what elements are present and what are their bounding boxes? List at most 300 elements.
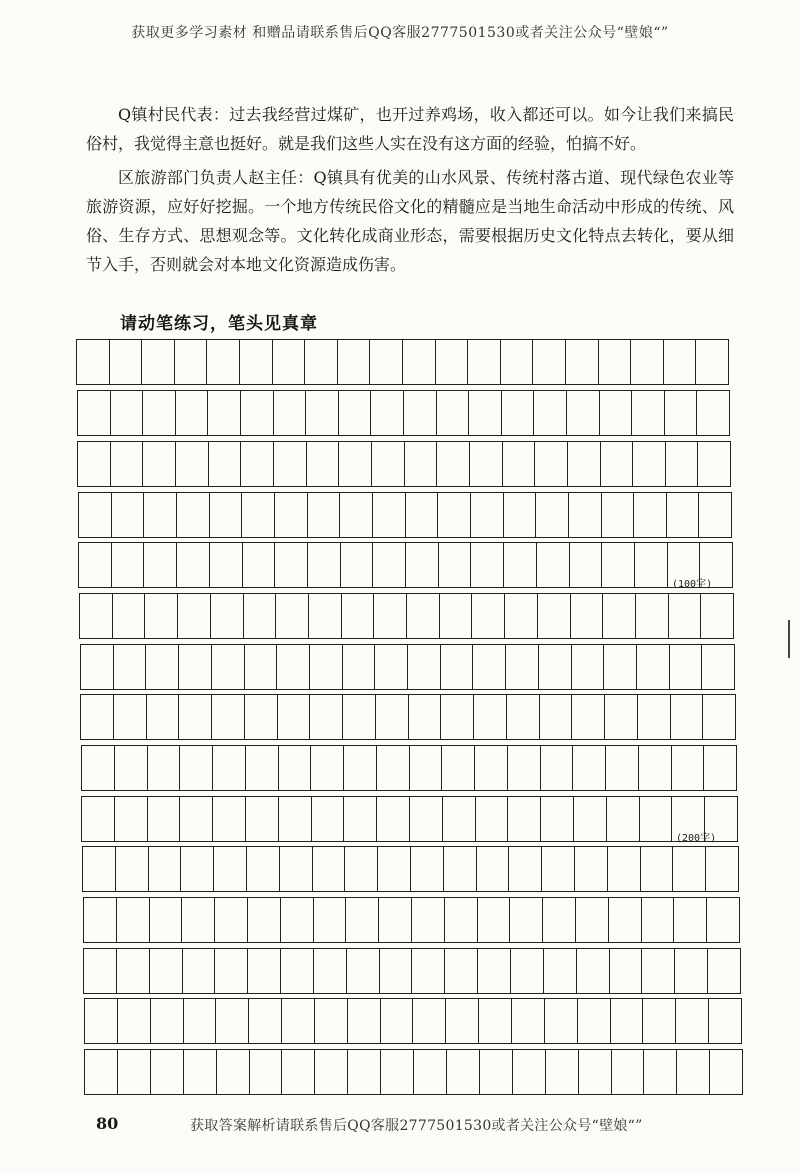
grid-cell[interactable]: [611, 999, 644, 1043]
grid-cell[interactable]: [143, 391, 176, 435]
grid-cell[interactable]: [306, 391, 339, 435]
grid-cell[interactable]: [411, 847, 444, 891]
grid-cell[interactable]: [479, 999, 512, 1043]
grid-cell[interactable]: [276, 594, 309, 638]
grid-cell[interactable]: [544, 949, 577, 993]
grid-cell[interactable]: [442, 746, 475, 790]
grid-cell[interactable]: [308, 493, 341, 537]
grid-cell[interactable]: [82, 797, 115, 841]
grid-cell[interactable]: [599, 340, 632, 384]
grid-cell[interactable]: [410, 797, 443, 841]
grid-cell[interactable]: [637, 645, 670, 689]
grid-cell[interactable]: [409, 695, 442, 739]
grid-cell[interactable]: [79, 493, 112, 537]
grid-cell[interactable]: [344, 746, 377, 790]
grid-cell[interactable]: [180, 746, 213, 790]
grid-cell[interactable]: [602, 543, 635, 587]
grid-cell[interactable]: [643, 999, 676, 1043]
grid-cell[interactable]: [478, 898, 511, 942]
grid-cell[interactable]: [381, 999, 414, 1043]
grid-cell[interactable]: [118, 999, 151, 1043]
grid-cell[interactable]: [573, 746, 606, 790]
grid-cell[interactable]: [338, 340, 371, 384]
grid-cell[interactable]: [142, 340, 175, 384]
grid-cell[interactable]: [670, 645, 703, 689]
grid-cell[interactable]: [533, 340, 566, 384]
grid-cell[interactable]: [80, 594, 113, 638]
grid-cell[interactable]: [569, 493, 602, 537]
grid-cell[interactable]: [699, 493, 731, 537]
grid-cell[interactable]: [534, 391, 567, 435]
grid-cell[interactable]: [148, 746, 181, 790]
grid-cell[interactable]: [343, 695, 376, 739]
grid-cell[interactable]: [707, 898, 739, 942]
grid-cell[interactable]: [607, 797, 640, 841]
grid-cell[interactable]: [576, 898, 609, 942]
grid-cell[interactable]: [145, 594, 178, 638]
grid-cell[interactable]: [677, 1050, 710, 1094]
grid-cell[interactable]: [535, 442, 568, 486]
grid-cell[interactable]: [116, 847, 149, 891]
grid-cell[interactable]: [341, 543, 374, 587]
grid-cell[interactable]: [475, 746, 508, 790]
grid-cell[interactable]: [510, 898, 543, 942]
grid-cell[interactable]: [612, 1050, 645, 1094]
grid-cell[interactable]: [111, 391, 144, 435]
grid-cell[interactable]: [566, 340, 599, 384]
grid-cell[interactable]: [342, 594, 375, 638]
grid-cell[interactable]: [709, 999, 741, 1043]
grid-cell[interactable]: [181, 847, 214, 891]
grid-cell[interactable]: [437, 391, 470, 435]
grid-cell[interactable]: [243, 543, 276, 587]
grid-cell[interactable]: [507, 695, 540, 739]
grid-cell[interactable]: [241, 442, 274, 486]
grid-cell[interactable]: [143, 442, 176, 486]
grid-cell[interactable]: [339, 391, 372, 435]
grid-cell[interactable]: [176, 391, 209, 435]
grid-cell[interactable]: [504, 493, 537, 537]
grid-cell[interactable]: [113, 594, 146, 638]
grid-cell[interactable]: [664, 340, 697, 384]
grid-cell[interactable]: [180, 797, 213, 841]
grid-cell[interactable]: [600, 391, 633, 435]
grid-cell[interactable]: [545, 999, 578, 1043]
grid-cell[interactable]: [546, 1050, 579, 1094]
grid-cell[interactable]: [209, 442, 242, 486]
grid-cell[interactable]: [275, 543, 308, 587]
grid-cell[interactable]: [314, 898, 347, 942]
grid-row: [83, 897, 740, 943]
grid-cell[interactable]: [381, 1050, 414, 1094]
grid-cell[interactable]: [344, 797, 377, 841]
grid-cell[interactable]: [671, 695, 704, 739]
grid-cell[interactable]: [477, 847, 510, 891]
grid-cell[interactable]: [215, 949, 248, 993]
grid-cell[interactable]: [572, 695, 605, 739]
grid-cell[interactable]: [309, 594, 342, 638]
grid-cell[interactable]: [81, 695, 114, 739]
grid-cell[interactable]: [540, 695, 573, 739]
grid-cell[interactable]: [414, 1050, 447, 1094]
grid-cell[interactable]: [403, 340, 436, 384]
grid-cell[interactable]: [538, 594, 571, 638]
grid-cell[interactable]: [348, 999, 381, 1043]
grid-cell[interactable]: [378, 847, 411, 891]
grid-cell[interactable]: [508, 797, 541, 841]
grid-cell[interactable]: [246, 746, 279, 790]
grid-cell[interactable]: [644, 1050, 677, 1094]
grid-cell[interactable]: [443, 797, 476, 841]
grid-cell[interactable]: [505, 594, 538, 638]
grid-cell[interactable]: [118, 1050, 151, 1094]
grid-cell[interactable]: [571, 594, 604, 638]
grid-cell[interactable]: [708, 949, 740, 993]
grid-cell[interactable]: [640, 797, 673, 841]
grid-cell[interactable]: [438, 493, 471, 537]
grid-cell[interactable]: [633, 442, 666, 486]
grid-cell[interactable]: [374, 594, 407, 638]
grid-cell[interactable]: [310, 695, 343, 739]
grid-cell[interactable]: [574, 797, 607, 841]
grid-cell[interactable]: [704, 746, 736, 790]
grid-cell[interactable]: [315, 1050, 348, 1094]
grid-cell[interactable]: [373, 493, 406, 537]
grid-cell[interactable]: [472, 594, 505, 638]
grid-cell[interactable]: [182, 898, 215, 942]
grid-cell[interactable]: [310, 645, 343, 689]
grid-cell[interactable]: [213, 746, 246, 790]
grid-cell[interactable]: [511, 949, 544, 993]
grid-cell[interactable]: [248, 949, 281, 993]
grid-cell[interactable]: [282, 1050, 315, 1094]
grid-cell[interactable]: [696, 340, 728, 384]
grid-cell[interactable]: [412, 949, 445, 993]
grid-cell[interactable]: [216, 999, 249, 1043]
grid-cell[interactable]: [501, 340, 534, 384]
grid-cell[interactable]: [151, 1050, 184, 1094]
grid-cell[interactable]: [372, 442, 405, 486]
grid-cell[interactable]: [279, 746, 312, 790]
grid-cell[interactable]: [313, 847, 346, 891]
grid-cell[interactable]: [441, 695, 474, 739]
grid-cell[interactable]: [377, 797, 410, 841]
practice-prompt: 请动笔练习，笔头见真章: [120, 314, 318, 334]
grid-cell[interactable]: [575, 847, 608, 891]
grid-cell[interactable]: [79, 543, 112, 587]
grid-cell[interactable]: [609, 898, 642, 942]
grid-cell[interactable]: [217, 1050, 250, 1094]
grid-cell[interactable]: [245, 645, 278, 689]
grid-cell[interactable]: [541, 797, 574, 841]
grid-cell[interactable]: [404, 391, 437, 435]
grid-cell[interactable]: [247, 847, 280, 891]
grid-cell[interactable]: [445, 898, 478, 942]
grid-cell[interactable]: [149, 847, 182, 891]
grid-cell[interactable]: [275, 493, 308, 537]
grid-cell[interactable]: [308, 543, 341, 587]
grid-cell[interactable]: [242, 493, 275, 537]
grid-cell[interactable]: [274, 442, 307, 486]
grid-cell[interactable]: [666, 442, 699, 486]
grid-cell[interactable]: [412, 898, 445, 942]
grid-cell[interactable]: [347, 949, 380, 993]
grid-cell[interactable]: [473, 645, 506, 689]
grid-cell[interactable]: [315, 999, 348, 1043]
grid-cell[interactable]: [244, 594, 277, 638]
grid-cell[interactable]: [406, 543, 439, 587]
grid-cell[interactable]: [144, 493, 177, 537]
grid-cell[interactable]: [282, 999, 315, 1043]
grid-cell[interactable]: [639, 746, 672, 790]
grid-cell[interactable]: [250, 1050, 283, 1094]
grid-cell[interactable]: [603, 594, 636, 638]
grid-cell[interactable]: [606, 746, 639, 790]
grid-cell[interactable]: [278, 695, 311, 739]
grid-cell[interactable]: [408, 645, 441, 689]
grid-cell[interactable]: [183, 949, 216, 993]
grid-cell[interactable]: [184, 999, 217, 1043]
grid-cell[interactable]: [175, 340, 208, 384]
grid-cell[interactable]: [601, 442, 634, 486]
grid-cell[interactable]: [512, 999, 545, 1043]
grid-cell[interactable]: [579, 1050, 612, 1094]
grid-cell[interactable]: [631, 340, 664, 384]
grid-cell[interactable]: [114, 695, 147, 739]
grid-cell[interactable]: [676, 999, 709, 1043]
grid-cell[interactable]: [273, 340, 306, 384]
grid-cell[interactable]: [240, 340, 273, 384]
grid-cell[interactable]: [246, 797, 279, 841]
grid-cell[interactable]: [539, 645, 572, 689]
grid-cell[interactable]: [111, 442, 144, 486]
grid-cell[interactable]: [568, 442, 601, 486]
grid-cell[interactable]: [480, 1050, 513, 1094]
grid-cell[interactable]: [706, 847, 738, 891]
grid-cell[interactable]: [179, 695, 212, 739]
grid-cell[interactable]: [570, 543, 603, 587]
grid-cell[interactable]: [410, 746, 443, 790]
grid-cell[interactable]: [147, 695, 180, 739]
grid-cell[interactable]: [642, 949, 675, 993]
grid-cell[interactable]: [672, 746, 705, 790]
grid-cell[interactable]: [470, 442, 503, 486]
grid-cell[interactable]: [702, 645, 734, 689]
grid-cell[interactable]: [513, 1050, 546, 1094]
grid-cell[interactable]: [405, 442, 438, 486]
grid-cell[interactable]: [635, 543, 668, 587]
grid-cell[interactable]: [375, 645, 408, 689]
grid-cell[interactable]: [503, 442, 536, 486]
grid-cell[interactable]: [698, 442, 730, 486]
grid-cell[interactable]: [312, 797, 345, 841]
grid-cell[interactable]: [210, 543, 243, 587]
grid-cell[interactable]: [701, 594, 733, 638]
grid-cell[interactable]: [675, 949, 708, 993]
grid-cell[interactable]: [245, 695, 278, 739]
grid-cell[interactable]: [112, 493, 145, 537]
grid-cell[interactable]: [578, 999, 611, 1043]
grid-cell[interactable]: [112, 543, 145, 587]
grid-cell[interactable]: [211, 594, 244, 638]
grid-cell[interactable]: [207, 340, 240, 384]
grid-cell[interactable]: [178, 594, 211, 638]
grid-cell[interactable]: [348, 1050, 381, 1094]
grid-cell[interactable]: [710, 1050, 742, 1094]
grid-cell[interactable]: [380, 949, 413, 993]
grid-cell[interactable]: [81, 645, 114, 689]
grid-cell[interactable]: [281, 898, 314, 942]
grid-cell[interactable]: [376, 695, 409, 739]
grid-cell[interactable]: [373, 543, 406, 587]
grid-cell[interactable]: [82, 746, 115, 790]
grid-cell[interactable]: [371, 391, 404, 435]
grid-cell[interactable]: [669, 594, 702, 638]
grid-cell[interactable]: [249, 999, 282, 1043]
grid-cell[interactable]: [610, 949, 643, 993]
grid-cell[interactable]: [177, 493, 210, 537]
grid-cell[interactable]: [370, 340, 403, 384]
grid-cell[interactable]: [248, 898, 281, 942]
grid-cell[interactable]: [114, 645, 147, 689]
grid-cell[interactable]: [541, 746, 574, 790]
grid-cell[interactable]: [502, 391, 535, 435]
grid-cell[interactable]: [476, 797, 509, 841]
grid-row: [84, 1049, 743, 1095]
grid-cell[interactable]: [440, 594, 473, 638]
grid-cell[interactable]: [208, 391, 241, 435]
grid-cell[interactable]: [543, 898, 576, 942]
grid-cell[interactable]: [210, 493, 243, 537]
grid-cell[interactable]: [83, 847, 116, 891]
grid-cell[interactable]: [307, 442, 340, 486]
grid-cell[interactable]: [471, 493, 504, 537]
grid-cell[interactable]: [444, 847, 477, 891]
paragraph-director: 区旅游部门负责人赵主任：Q镇具有优美的山水风景、传统村落古道、现代绿色农业等旅游资源，应好好挖掘。一个地方传统民俗文化的精髓应是当地生命活动中形成的传统、风俗、生存方式、思想观念等。文化转化成商业形态，需要根据历史文化特点去转化，要从细节入手，否则就会对本地文化资源造成伤害。: [86, 168, 734, 274]
grid-cell[interactable]: [148, 797, 181, 841]
grid-cell[interactable]: [117, 898, 150, 942]
grid-cell[interactable]: [447, 1050, 480, 1094]
grid-cell[interactable]: [179, 645, 212, 689]
grid-cell[interactable]: [674, 898, 707, 942]
grid-cell[interactable]: [279, 797, 312, 841]
grid-cell[interactable]: [274, 391, 307, 435]
grid-cell[interactable]: [567, 391, 600, 435]
grid-cell[interactable]: [445, 949, 478, 993]
grid-cell[interactable]: [577, 949, 610, 993]
grid-cell[interactable]: [150, 949, 183, 993]
grid-cell[interactable]: [215, 898, 248, 942]
grid-cell[interactable]: [504, 543, 537, 587]
grid-cell[interactable]: [605, 695, 638, 739]
grid-cell[interactable]: [469, 391, 502, 435]
grid-cell[interactable]: [85, 1050, 118, 1094]
grid-cell[interactable]: [311, 746, 344, 790]
grid-cell[interactable]: [439, 543, 472, 587]
grid-cell[interactable]: [345, 847, 378, 891]
grid-cell[interactable]: [212, 645, 245, 689]
grid-cell[interactable]: [572, 645, 605, 689]
grid-cell[interactable]: [346, 898, 379, 942]
grid-cell[interactable]: [84, 949, 117, 993]
grid-cell[interactable]: [436, 340, 469, 384]
grid-cell[interactable]: [634, 493, 667, 537]
grid-cell[interactable]: [536, 493, 569, 537]
grid-cell[interactable]: [471, 543, 504, 587]
grid-cell[interactable]: [115, 746, 148, 790]
grid-cell[interactable]: [509, 847, 542, 891]
grid-cell[interactable]: [542, 847, 575, 891]
grid-cell[interactable]: [110, 340, 143, 384]
grid-cell[interactable]: [506, 645, 539, 689]
grid-cell[interactable]: [608, 847, 641, 891]
grid-cell[interactable]: [176, 442, 209, 486]
grid-cell[interactable]: [413, 999, 446, 1043]
grid-cell[interactable]: [641, 847, 674, 891]
grid-cell[interactable]: [77, 340, 110, 384]
grid-cell[interactable]: [280, 847, 313, 891]
grid-cell[interactable]: [339, 442, 372, 486]
grid-cell[interactable]: [85, 999, 118, 1043]
grid-cell[interactable]: [673, 847, 706, 891]
grid-cell[interactable]: [151, 999, 184, 1043]
grid-cell[interactable]: [468, 340, 501, 384]
grid-cell[interactable]: [379, 898, 412, 942]
grid-cell[interactable]: [184, 1050, 217, 1094]
grid-cell[interactable]: [602, 493, 635, 537]
grid-cell[interactable]: [703, 695, 735, 739]
grid-cell[interactable]: [117, 949, 150, 993]
grid-cell[interactable]: [478, 949, 511, 993]
grid-cell[interactable]: [604, 645, 637, 689]
grid-cell[interactable]: [508, 746, 541, 790]
grid-cell[interactable]: [314, 949, 347, 993]
grid-cell[interactable]: [277, 645, 310, 689]
grid-cell[interactable]: [212, 695, 245, 739]
grid-cell[interactable]: [377, 746, 410, 790]
grid-cell[interactable]: [406, 493, 439, 537]
grid-cell[interactable]: [441, 645, 474, 689]
grid-cell[interactable]: [642, 898, 675, 942]
grid-cell[interactable]: [665, 391, 698, 435]
grid-cell[interactable]: [407, 594, 440, 638]
grid-cell[interactable]: [340, 493, 373, 537]
grid-cell[interactable]: [667, 493, 700, 537]
grid-cell[interactable]: [437, 442, 470, 486]
grid-cell[interactable]: [305, 340, 338, 384]
grid-cell[interactable]: [84, 898, 117, 942]
grid-cell[interactable]: [241, 391, 274, 435]
grid-cell[interactable]: [177, 543, 210, 587]
grid-cell[interactable]: [150, 898, 183, 942]
grid-cell[interactable]: [632, 391, 665, 435]
grid-cell[interactable]: [474, 695, 507, 739]
grid-cell[interactable]: [78, 391, 111, 435]
grid-cell[interactable]: [281, 949, 314, 993]
grid-cell[interactable]: [146, 645, 179, 689]
grid-cell[interactable]: [638, 695, 671, 739]
grid-cell[interactable]: [214, 847, 247, 891]
grid-cell[interactable]: [446, 999, 479, 1043]
grid-cell[interactable]: [343, 645, 376, 689]
grid-cell[interactable]: [537, 543, 570, 587]
grid-cell[interactable]: [144, 543, 177, 587]
grid-cell[interactable]: [697, 391, 729, 435]
grid-cell[interactable]: [78, 442, 111, 486]
grid-cell[interactable]: [636, 594, 669, 638]
grid-cell[interactable]: [115, 797, 148, 841]
grid-cell[interactable]: [213, 797, 246, 841]
